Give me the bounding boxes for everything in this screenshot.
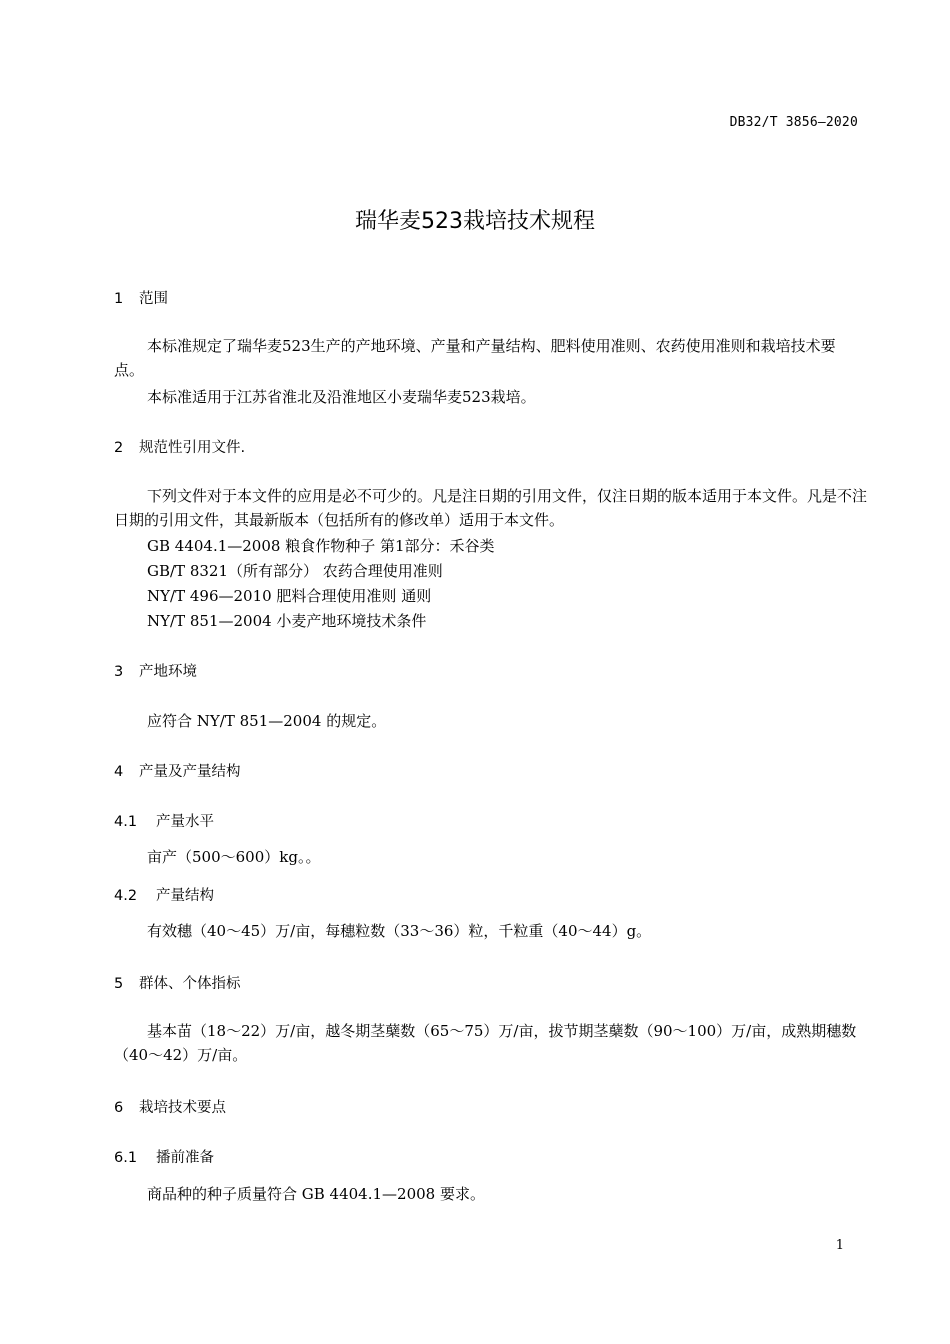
section-3-heading	[114, 660, 197, 681]
document-code: DB32/T 3856—2020	[729, 115, 858, 130]
section-3-paragraph-1: 应符合 NY/T 851—2004 的规定。	[147, 712, 387, 730]
section-title: 播前准备	[156, 1150, 214, 1166]
section-number: 2	[114, 440, 124, 456]
reference-item: GB 4404.1—2008 粮食作物种子 第1部分：禾谷类	[147, 537, 495, 555]
section-1-paragraph-2: 本标准适用于江苏省淮北及沿淮地区小麦瑞华麦523栽培。	[147, 388, 536, 406]
page-number: 1	[835, 1238, 844, 1253]
section-2-paragraph-1: 下列文件对于本文件的应用是必不可少的。凡是注日期的引用文件，仅注日期的版本适用于本文件。凡是不注日期的引用文件，其最新版本（包括所有的修改单）适用于本文件。	[114, 487, 868, 529]
reference-item: NY/T 496—2010 肥料合理使用准则 通则	[147, 587, 432, 605]
section-title: 产量水平	[156, 814, 214, 830]
section-number: 6.1	[114, 1150, 138, 1166]
section-number: 4	[114, 764, 124, 780]
section-4-heading	[114, 760, 241, 781]
section-number: 6	[114, 1100, 124, 1116]
section-number: 3	[114, 664, 124, 680]
section-5-heading	[114, 972, 241, 993]
section-1-paragraph-1: 本标准规定了瑞华麦523生产的产地环境、产量和产量结构、肥料使用准则、农药使用准则和栽培技术要点。	[114, 337, 836, 379]
section-4-1-paragraph: 亩产（500～600）kg。。	[147, 848, 321, 866]
document-title: 瑞华麦523栽培技术规程	[355, 209, 595, 234]
section-6-heading	[114, 1096, 226, 1117]
section-title: 栽培技术要点	[139, 1100, 226, 1116]
section-number: 4.2	[114, 888, 138, 904]
section-2-heading	[114, 436, 245, 457]
section-5-paragraph-1: 基本苗（18～22）万/亩，越冬期茎蘖数（65～75）万/亩，拔节期茎蘖数（90～100）万/亩，成熟期穗数（40～42）万/亩。	[114, 1022, 857, 1064]
section-4-2-paragraph: 有效穗（40～45）万/亩，每穗粒数（33～36）粒，千粒重（40～44）g。	[147, 922, 652, 940]
section-title: 群体、个体指标	[139, 976, 241, 992]
section-title: 产地环境	[139, 664, 197, 680]
section-6-1-heading	[114, 1146, 214, 1167]
section-4-1-heading	[114, 810, 214, 831]
reference-item: NY/T 851—2004 小麦产地环境技术条件	[147, 612, 427, 630]
section-number: 5	[114, 976, 124, 992]
section-4-2-heading	[114, 884, 214, 905]
section-number: 1	[114, 291, 124, 307]
section-1-heading	[114, 287, 168, 308]
section-number: 4.1	[114, 814, 138, 830]
section-title: 规范性引用文件.	[139, 440, 246, 456]
section-title: 产量及产量结构	[139, 764, 241, 780]
section-6-1-paragraph: 商品种的种子质量符合 GB 4404.1—2008 要求。	[147, 1185, 485, 1203]
section-title: 范围	[139, 291, 168, 307]
reference-item: GB/T 8321（所有部分） 农药合理使用准则	[147, 562, 443, 580]
section-title: 产量结构	[156, 888, 214, 904]
